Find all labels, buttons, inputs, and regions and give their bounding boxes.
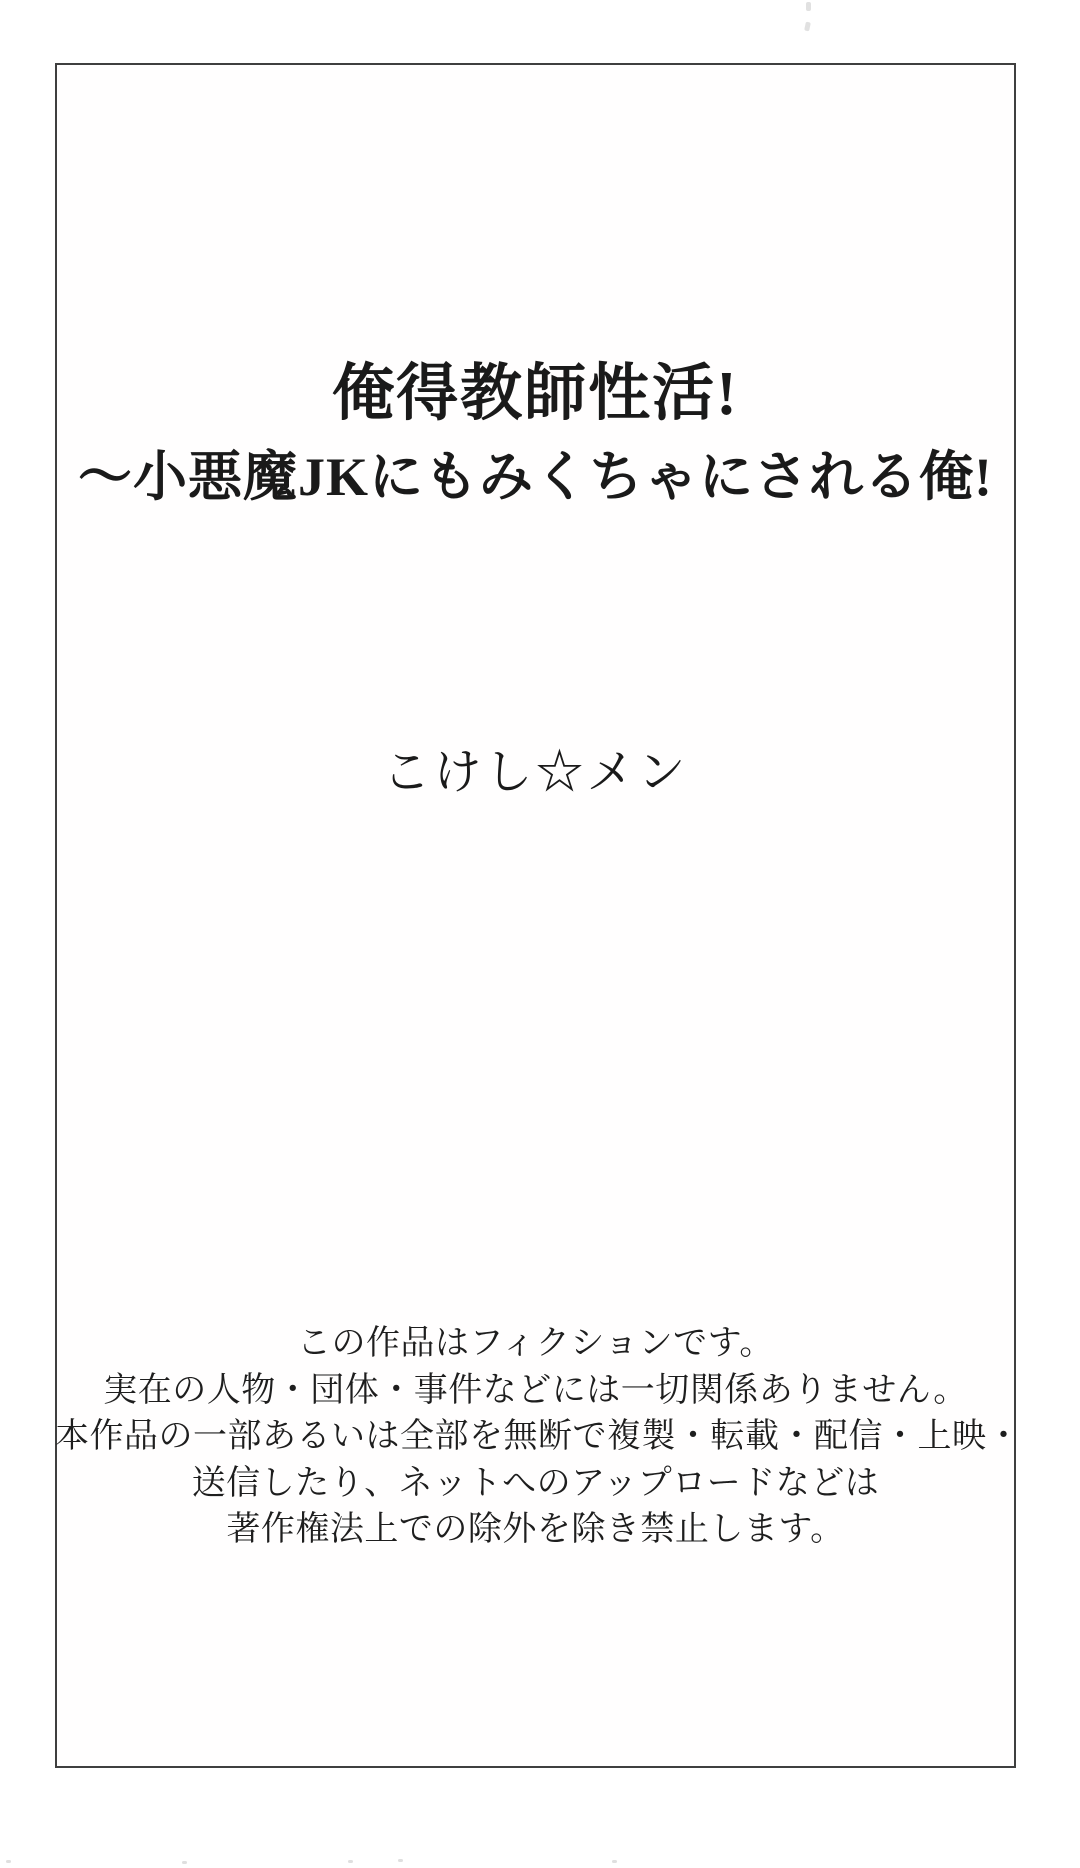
disclaimer-block bbox=[55, 1320, 1021, 1553]
disclaimer-line: 送信したり、ネットへのアップロードなどは bbox=[191, 1463, 880, 1502]
scan-artifact bbox=[806, 2, 811, 11]
disclaimer-line: 本作品の一部あるいは全部を無断で複製・転載・配信・上映・ bbox=[55, 1417, 1021, 1455]
disclaimer-line: 実在の人物・団体・事件などには一切関係ありません。 bbox=[103, 1370, 968, 1409]
scan-speck bbox=[612, 1860, 617, 1863]
scan-artifact bbox=[804, 22, 811, 32]
disclaimer-line: 著作権法上での除外を除き禁止します。 bbox=[226, 1510, 845, 1548]
title-line-1: 俺得教師性活! bbox=[332, 360, 739, 428]
title-line-2: ～小悪魔JKにもみくちゃにされる俺! bbox=[78, 447, 993, 507]
disclaimer-line: この作品はフィクションです。 bbox=[297, 1324, 774, 1362]
scan-speck bbox=[348, 1860, 353, 1863]
scan-speck bbox=[398, 1859, 403, 1862]
scan-speck bbox=[182, 1861, 187, 1864]
author-name: こけし☆メン bbox=[382, 746, 689, 799]
scan-speck bbox=[6, 1860, 11, 1863]
